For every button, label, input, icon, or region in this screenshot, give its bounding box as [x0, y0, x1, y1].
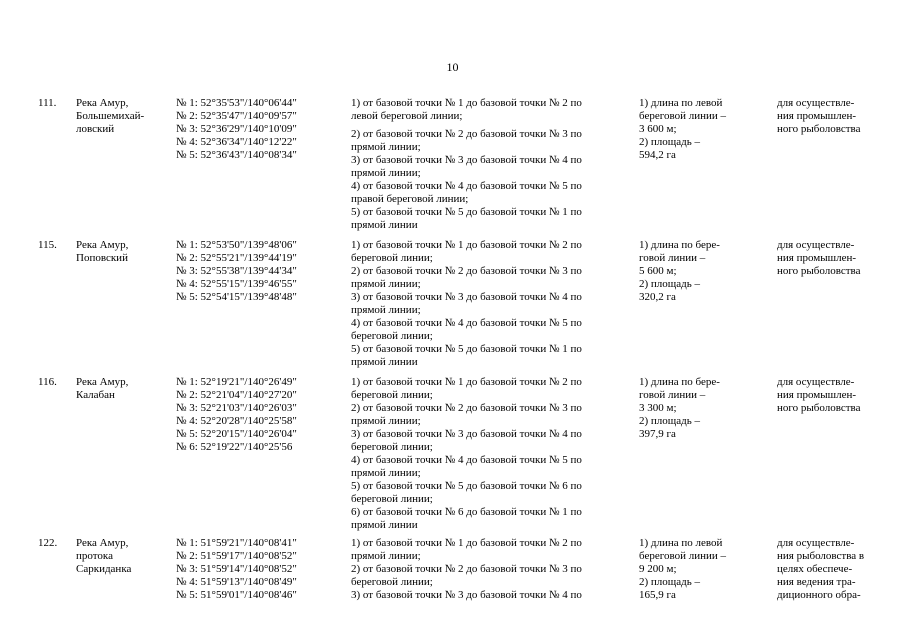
- cell-text: 2) от базовой точки № 2 до базовой точки № 3 по: [351, 128, 582, 140]
- cell-text: № 1: 52°35'53"/140°06'44": [176, 97, 297, 109]
- cell-text: 3) от базовой точки № 3 до базовой точки № 4 по: [351, 428, 582, 440]
- cell-text: 1) длина по бере-: [639, 376, 720, 388]
- row-number: [38, 376, 72, 389]
- boundary-segment: [351, 563, 633, 589]
- cell-text: 5) от базовой точки № 5 до базовой точки № 1 по: [351, 343, 582, 355]
- cell-text: № 1: 52°19'21"/140°26'49": [176, 376, 297, 388]
- cell-text: 115.: [38, 239, 57, 251]
- cell-text: прямой линии;: [351, 278, 421, 290]
- cell-text: прямой линии;: [351, 467, 421, 479]
- cell-text: № 1: 52°53'50"/139°48'06": [176, 239, 297, 251]
- cell-text: целях обеспече-: [777, 563, 853, 575]
- cell-text: для осуществле-: [777, 97, 855, 109]
- cell-text: 5) от базовой точки № 5 до базовой точки № 6 по: [351, 480, 582, 492]
- water-body-name: [76, 97, 168, 136]
- cell-text: 1) от базовой точки № 1 до базовой точки № 2 по: [351, 239, 582, 251]
- boundary-segment: [351, 97, 633, 123]
- boundary-segment: [351, 454, 633, 480]
- cell-text: 3) от базовой точки № 3 до базовой точки № 4 по: [351, 154, 582, 166]
- cell-text: 4) от базовой точки № 4 до базовой точки № 5 по: [351, 454, 582, 466]
- cell-text: ния промышлен-: [777, 252, 857, 264]
- cell-text: говой линии –: [639, 389, 706, 401]
- cell-text: береговой линии;: [351, 441, 433, 453]
- cell-text: ния ведения тра-: [777, 576, 856, 588]
- cell-text: № 4: 52°20'28"/140°25'58": [176, 415, 297, 427]
- cell-text: Река Амур,: [76, 376, 129, 388]
- row-number: [38, 537, 72, 550]
- boundary-description: [351, 537, 633, 602]
- cell-text: ного рыболовства: [777, 123, 861, 135]
- cell-text: 2) от базовой точки № 2 до базовой точки № 3 по: [351, 563, 582, 575]
- cell-text: № 3: 51°59'14"/140°08'52": [176, 563, 297, 575]
- cell-text: 3) от базовой точки № 3 до базовой точки № 4 по: [351, 589, 582, 601]
- cell-text: береговой линии;: [351, 389, 433, 401]
- cell-text: прямой линии: [351, 356, 418, 368]
- boundary-segment: [351, 589, 633, 602]
- page-number: 10: [446, 60, 459, 74]
- cell-text: ния рыболовства в: [777, 550, 865, 562]
- cell-text: береговой линии;: [351, 493, 433, 505]
- boundary-segment: [351, 537, 633, 563]
- cell-text: № 3: 52°36'29"/140°10'09": [176, 123, 297, 135]
- cell-text: Река Амур,: [76, 537, 129, 549]
- boundary-description: [351, 239, 633, 369]
- cell-text: 1) длина по левой: [639, 537, 723, 549]
- row-number: [38, 97, 72, 110]
- cell-text: береговой линии;: [351, 576, 433, 588]
- cell-text: 122.: [38, 537, 58, 549]
- cell-text: 2) площадь –: [639, 576, 701, 588]
- water-body-name: [76, 239, 168, 265]
- cell-text: Саркиданка: [76, 563, 132, 575]
- cell-text: 3 600 м;: [639, 123, 677, 135]
- cell-text: 1) длина по левой: [639, 97, 723, 109]
- cell-text: 3 300 м;: [639, 402, 677, 414]
- cell-text: № 6: 52°19'22"/140°25'56: [176, 441, 293, 453]
- cell-text: 116.: [38, 376, 57, 388]
- cell-text: ного рыболовства: [777, 402, 861, 414]
- purpose: [777, 97, 877, 136]
- purpose: [777, 537, 877, 602]
- boundary-segment: [351, 239, 633, 265]
- cell-text: правой береговой линии;: [351, 193, 469, 205]
- boundary-segment: [351, 265, 633, 291]
- cell-text: № 5: 52°36'43"/140°08'34": [176, 149, 297, 161]
- cell-text: 2) площадь –: [639, 136, 701, 148]
- cell-text: № 5: 52°20'15"/140°26'04": [176, 428, 297, 440]
- cell-text: береговой линии;: [351, 330, 433, 342]
- water-body-name: [76, 537, 168, 576]
- cell-text: 1) от базовой точки № 1 до базовой точки № 2 по: [351, 537, 582, 549]
- cell-text: № 2: 52°35'47"/140°09'57": [176, 110, 297, 122]
- base-points: [176, 376, 346, 454]
- cell-text: № 3: 52°21'03"/140°26'03": [176, 402, 297, 414]
- cell-text: 4) от базовой точки № 4 до базовой точки № 5 по: [351, 180, 582, 192]
- row-number: [38, 239, 72, 252]
- boundary-segment: [351, 428, 633, 454]
- boundary-segment: [351, 154, 633, 180]
- cell-text: для осуществле-: [777, 376, 855, 388]
- cell-text: 1) длина по бере-: [639, 239, 720, 251]
- cell-text: ного рыболовства: [777, 265, 861, 277]
- cell-text: 9 200 м;: [639, 563, 677, 575]
- cell-text: 594,2 га: [639, 149, 676, 161]
- cell-text: береговой линии –: [639, 110, 726, 122]
- boundary-segment: [351, 291, 633, 317]
- cell-text: № 3: 52°55'38"/139°44'34": [176, 265, 297, 277]
- cell-text: № 4: 52°36'34"/140°12'22": [176, 136, 297, 148]
- boundary-segment: [351, 343, 633, 369]
- cell-text: прямой линии;: [351, 415, 421, 427]
- cell-text: говой линии –: [639, 252, 706, 264]
- cell-text: прямой линии: [351, 219, 418, 231]
- boundary-segment: [351, 317, 633, 343]
- cell-text: 6) от базовой точки № 6 до базовой точки № 1 по: [351, 506, 582, 518]
- cell-text: Поповский: [76, 252, 128, 264]
- cell-text: № 2: 51°59'17"/140°08'52": [176, 550, 297, 562]
- cell-text: 397,9 га: [639, 428, 676, 440]
- cell-text: Большемихай-: [76, 110, 145, 122]
- length-and-area: [639, 376, 749, 441]
- cell-text: 1) от базовой точки № 1 до базовой точки № 2 по: [351, 97, 582, 109]
- cell-text: 2) от базовой точки № 2 до базовой точки № 3 по: [351, 265, 582, 277]
- cell-text: для осуществле-: [777, 537, 855, 549]
- cell-text: прямой линии: [351, 519, 418, 531]
- cell-text: левой береговой линии;: [351, 110, 463, 122]
- purpose: [777, 239, 877, 278]
- length-and-area: [639, 537, 749, 602]
- cell-text: 5 600 м;: [639, 265, 677, 277]
- cell-text: 5) от базовой точки № 5 до базовой точки № 1 по: [351, 206, 582, 218]
- cell-text: № 5: 52°54'15"/139°48'48": [176, 291, 297, 303]
- cell-text: 111.: [38, 97, 57, 109]
- cell-text: диционного обра-: [777, 589, 861, 601]
- length-and-area: [639, 239, 749, 304]
- boundary-description: [351, 97, 633, 232]
- cell-text: береговой линии;: [351, 252, 433, 264]
- cell-text: 2) площадь –: [639, 278, 701, 290]
- cell-text: № 2: 52°21'04"/140°27'20": [176, 389, 297, 401]
- cell-text: 3) от базовой точки № 3 до базовой точки № 4 по: [351, 291, 582, 303]
- cell-text: № 2: 52°55'21"/139°44'19": [176, 252, 297, 264]
- boundary-segment: [351, 180, 633, 206]
- base-points: [176, 239, 346, 304]
- cell-text: протока: [76, 550, 113, 562]
- boundary-segment: [351, 128, 633, 154]
- purpose: [777, 376, 877, 415]
- boundary-segment: [351, 480, 633, 506]
- cell-text: 2) от базовой точки № 2 до базовой точки № 3 по: [351, 402, 582, 414]
- cell-text: прямой линии;: [351, 550, 421, 562]
- length-and-area: [639, 97, 749, 162]
- cell-text: № 1: 51°59'21"/140°08'41": [176, 537, 297, 549]
- cell-text: 320,2 га: [639, 291, 676, 303]
- base-points: [176, 97, 346, 162]
- cell-text: ния промышлен-: [777, 389, 857, 401]
- cell-text: № 4: 51°59'13"/140°08'49": [176, 576, 297, 588]
- cell-text: прямой линии;: [351, 304, 421, 316]
- cell-text: 165,9 га: [639, 589, 676, 601]
- boundary-segment: [351, 206, 633, 232]
- cell-text: для осуществле-: [777, 239, 855, 251]
- cell-text: № 5: 51°59'01"/140°08'46": [176, 589, 297, 601]
- cell-text: Река Амур,: [76, 239, 129, 251]
- cell-text: 4) от базовой точки № 4 до базовой точки № 5 по: [351, 317, 582, 329]
- cell-text: Калабан: [76, 389, 115, 401]
- boundary-segment: [351, 376, 633, 402]
- cell-text: Река Амур,: [76, 97, 129, 109]
- cell-text: № 4: 52°55'15"/139°46'55": [176, 278, 297, 290]
- cell-text: прямой линии;: [351, 141, 421, 153]
- boundary-segment: [351, 506, 633, 532]
- cell-text: ния промышлен-: [777, 110, 857, 122]
- boundary-segment: [351, 402, 633, 428]
- cell-text: прямой линии;: [351, 167, 421, 179]
- cell-text: 2) площадь –: [639, 415, 701, 427]
- cell-text: ловский: [76, 123, 115, 135]
- boundary-description: [351, 376, 633, 532]
- base-points: [176, 537, 346, 602]
- water-body-name: [76, 376, 168, 402]
- cell-text: береговой линии –: [639, 550, 726, 562]
- cell-text: 1) от базовой точки № 1 до базовой точки № 2 по: [351, 376, 582, 388]
